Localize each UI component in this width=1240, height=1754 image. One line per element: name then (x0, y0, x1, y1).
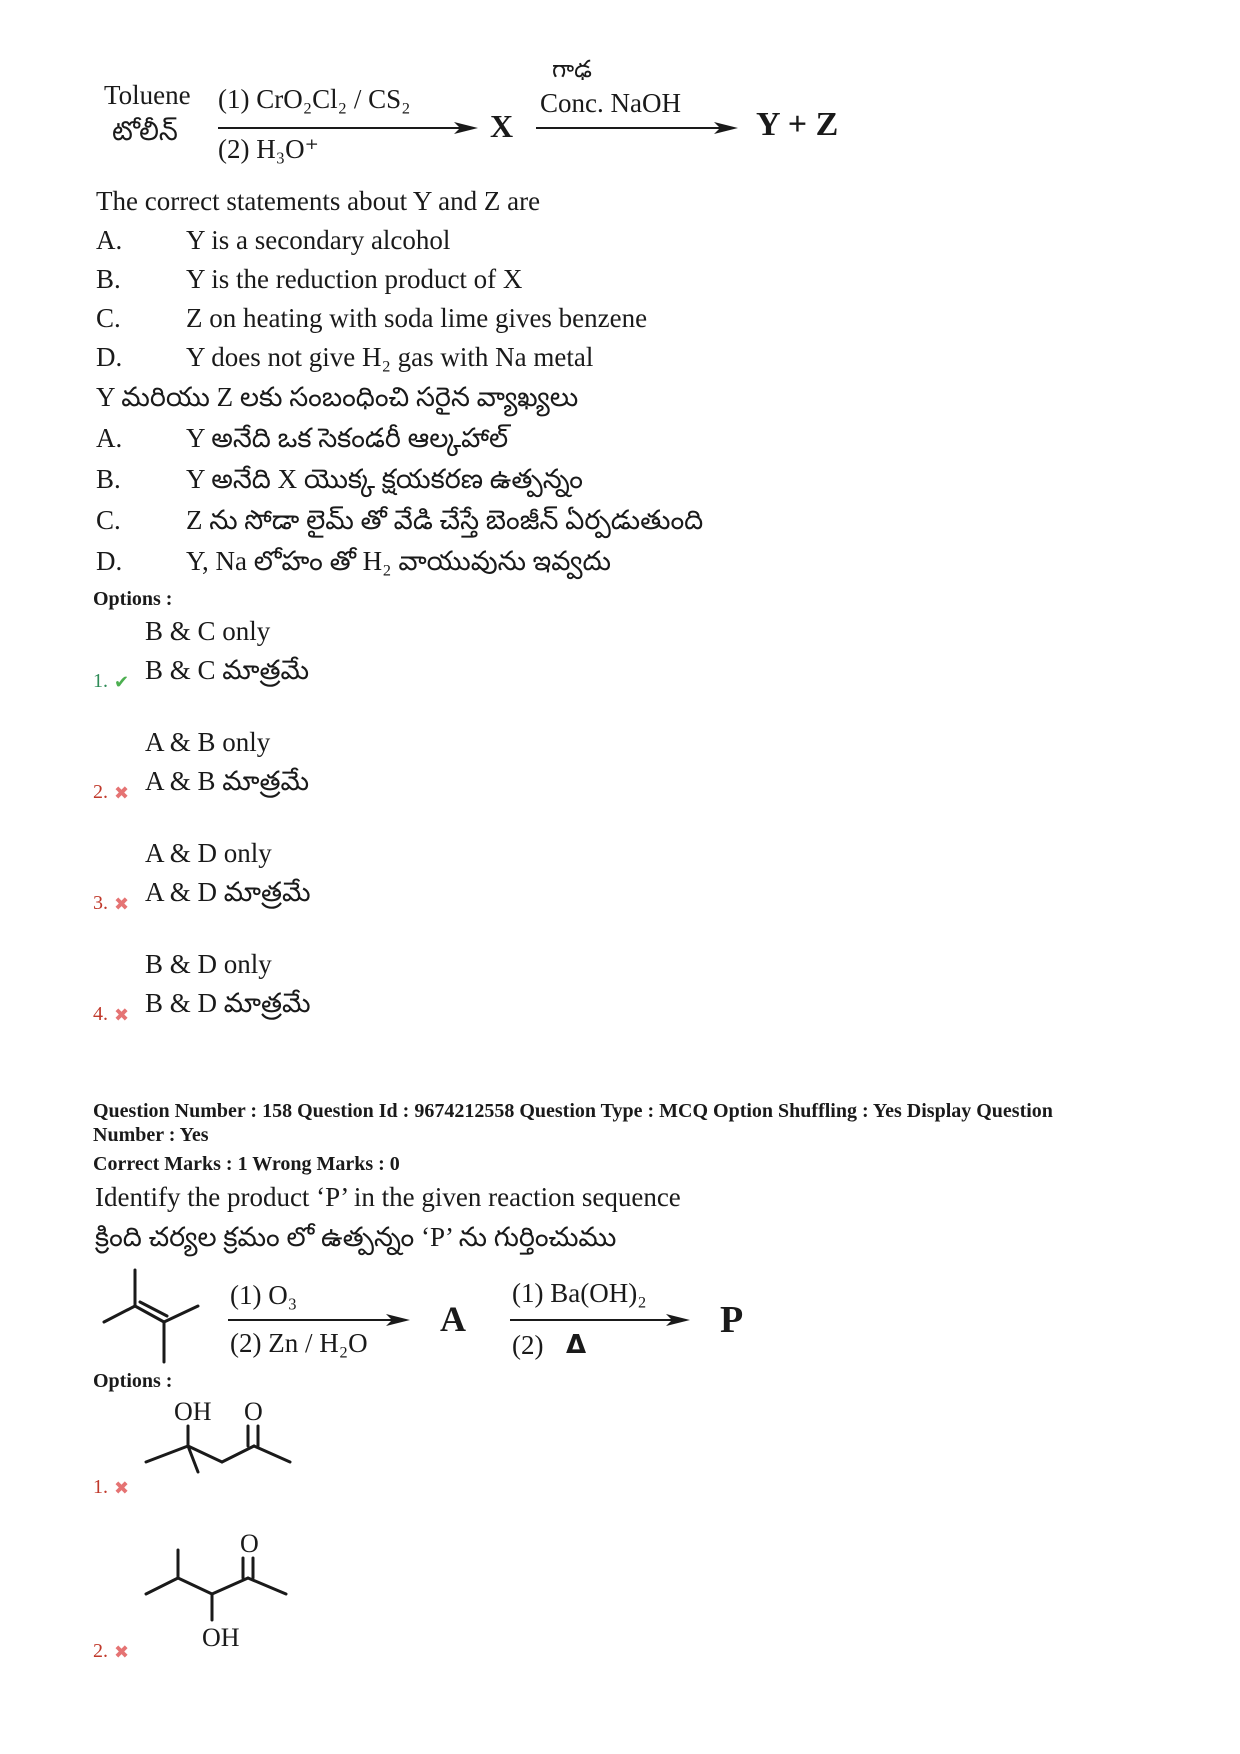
o-label: O (244, 1397, 263, 1426)
statement-en-a: A. Y is a secondary alcohol (96, 225, 451, 255)
statement-te-b: B. Y అనేది X యొక్క క్షయకరణ ఉత్పన్నం (96, 464, 583, 494)
q158-stem-te: క్రింది చర్యల క్రమం లో ఉత్పన్నం ‘P’ ను గుర్తించుము (95, 1222, 617, 1252)
option-text-te: A & B మాత్రమే (145, 766, 310, 796)
reagent-te: గాఢ (552, 57, 592, 83)
q158-meta-line2: Number : Yes (93, 1124, 209, 1146)
statement-en-c: C. Z on heating with soda lime gives benzene (96, 303, 648, 333)
reagent-en: Conc. NaOH (540, 88, 681, 118)
step2-reagent: (2) H₃O⁺ (218, 134, 319, 164)
option-number: 1. ✔ (93, 670, 130, 692)
option-number: 1. ✖ (93, 1476, 130, 1498)
intermediate-x: X (490, 108, 514, 144)
product-p: P (720, 1299, 744, 1341)
o-label: O (240, 1529, 259, 1558)
option-number: 2. ✖ (93, 781, 130, 803)
statement-en-b: B. Y is the reduction product of X (96, 264, 523, 294)
arrow-2 (536, 120, 738, 136)
option-text-te: B & D మాత్రమే (145, 988, 311, 1018)
option-number: 3. ✖ (93, 892, 130, 914)
option-text-en: B & D only (145, 949, 272, 979)
statement-te-d: D. Y, Na లోహం తో H₂ వాయువును ఇవ్వదు (96, 546, 611, 576)
alkene-structure (100, 1262, 210, 1376)
oh-label: OH (174, 1397, 212, 1426)
statement-te-c: C. Z ను సోడా లైమ్ తో వేడి చేస్తే బెంజీన్ ఏర్పడుతుంది (96, 505, 704, 535)
oh-label: OH (202, 1623, 240, 1652)
step1a: (1) O₃ (230, 1280, 298, 1310)
products: Y + Z (756, 106, 839, 143)
q158-meta-line1: Question Number : 158 Question Id : 9674212558 Question Type : MCQ Option Shuffling : Yes Display Question (93, 1100, 1053, 1122)
option-text-en: A & D only (145, 838, 272, 868)
structure-option-2 (140, 1528, 300, 1658)
arrow-4 (510, 1312, 690, 1328)
q158-stem-en: Identify the product ‘P’ in the given reaction sequence (95, 1182, 681, 1212)
q158-options-label: Options : (93, 1370, 173, 1392)
cross-icon: ✖ (114, 1004, 130, 1025)
reactant-te: టోలీన్ (112, 116, 178, 146)
cross-icon: ✖ (114, 1641, 130, 1662)
structure-option-1 (140, 1396, 300, 1486)
step1-reagent: (1) CrO₂Cl₂ / CS₂ (218, 84, 411, 114)
option-number: 2. ✖ (93, 1640, 130, 1662)
cross-icon: ✖ (114, 893, 130, 914)
cross-icon: ✖ (114, 1477, 130, 1498)
step2b: (2) (512, 1330, 544, 1360)
cross-icon: ✖ (114, 782, 130, 803)
q157-stem-en: The correct statements about Y and Z are (96, 186, 541, 216)
q158-marks: Correct Marks : 1 Wrong Marks : 0 (93, 1153, 400, 1175)
step2a: (1) Ba(OH)₂ (512, 1278, 647, 1308)
q157-stem-te: Y మరియు Z లకు సంబంధించి సరైన వ్యాఖ్యలు (96, 382, 579, 412)
step1b: (2) Zn / H₂O (230, 1328, 368, 1358)
intermediate-a: A (440, 1299, 466, 1339)
option-text-en: B & C only (145, 616, 271, 646)
option-text-en: A & B only (145, 727, 271, 757)
arrow-3 (228, 1312, 410, 1328)
option-number: 4. ✖ (93, 1003, 130, 1025)
reactant-en: Toluene (104, 80, 191, 110)
check-icon: ✔ (114, 671, 130, 692)
q157-options-label: Options : (93, 588, 173, 610)
option-text-te: A & D మాత్రమే (145, 877, 311, 907)
statement-en-d: D. Y does not give H₂ gas with Na metal (96, 342, 594, 372)
delta-symbol: Δ (566, 1330, 587, 1360)
statement-te-a: A. Y అనేది ఒక సెకండరీ ఆల్కహాల్ (96, 423, 509, 453)
option-text-te: B & C మాత్రమే (145, 655, 310, 685)
